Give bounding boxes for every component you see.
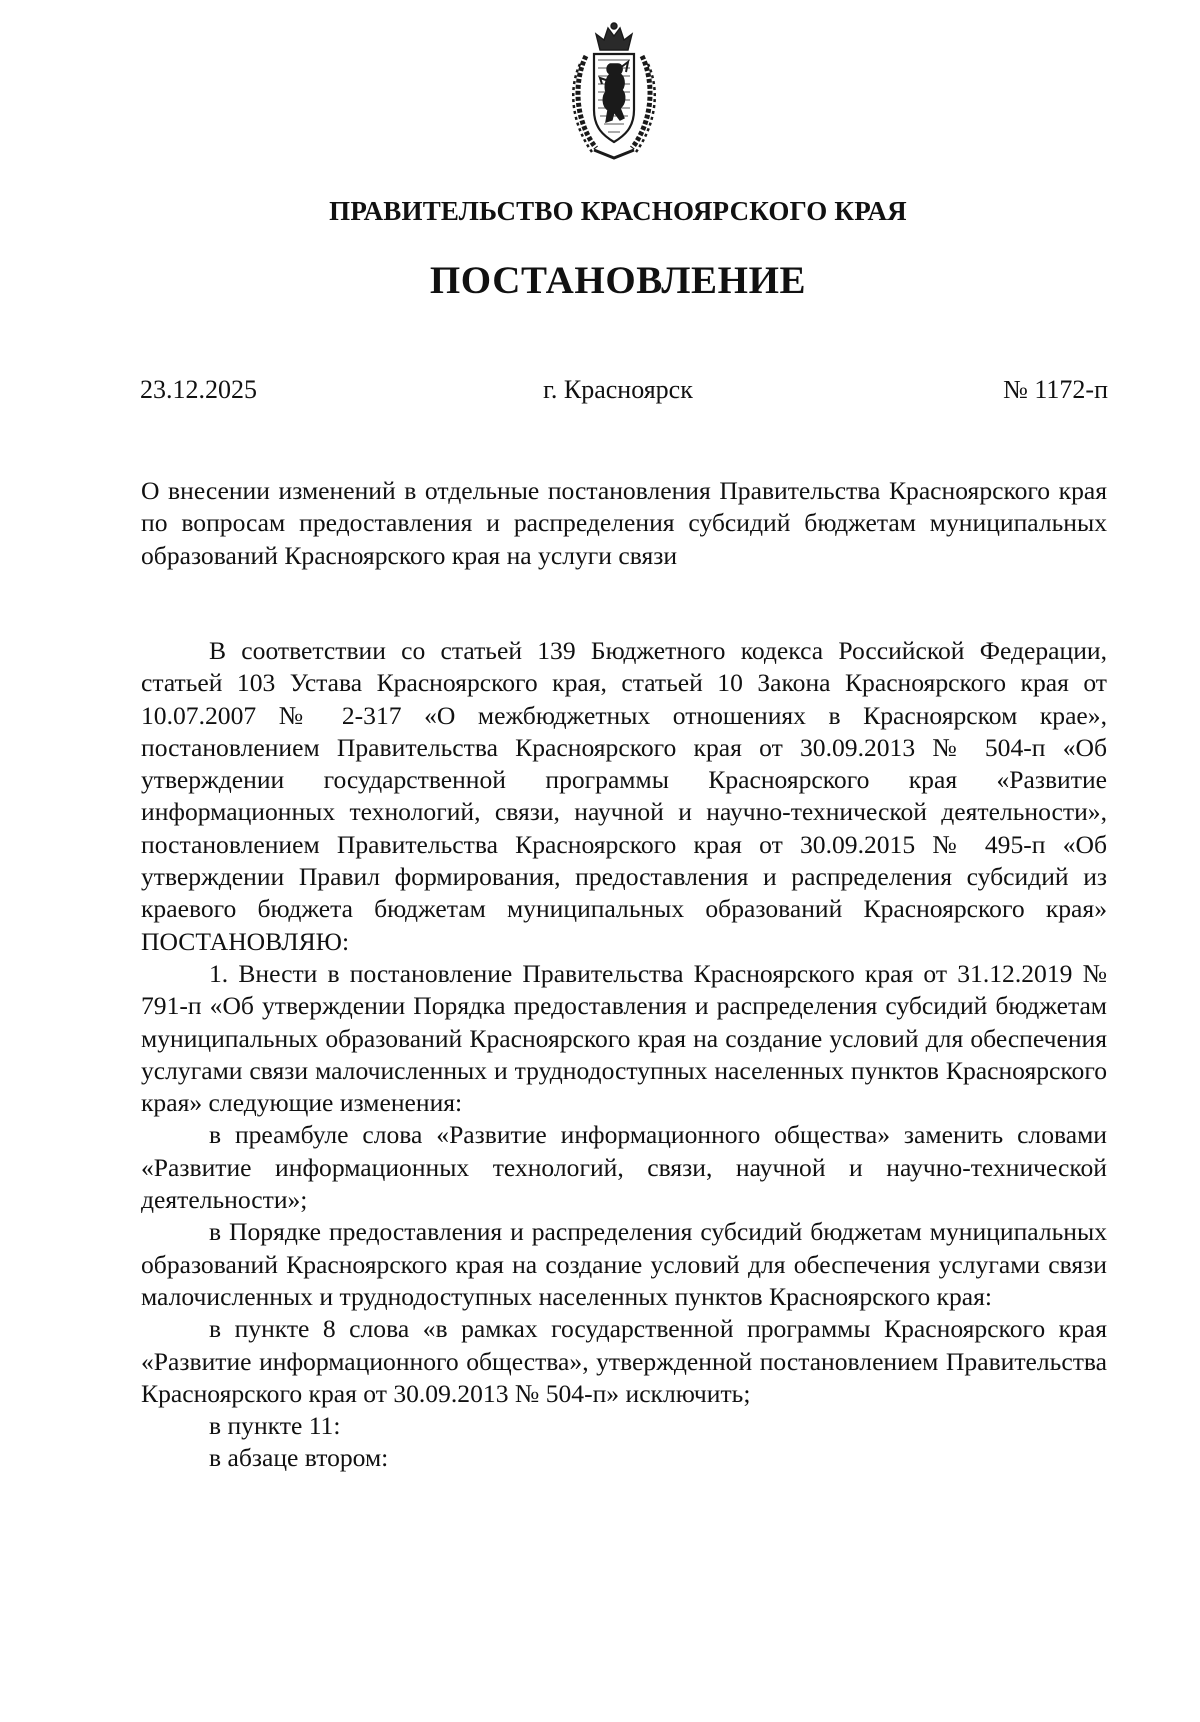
item-1-paragraph: 1. Внести в постановление Правительства Красноярского края от 31.12.2019 № 791-п «Об утверждении Порядка предоставления и распределения субсидий бюджетам муниципальных образований Красноярского края на создание условий для обеспечения услугами связи малочисленных и труднодоступных населенных пунктов Красноярского края» следующие изменения: [141, 958, 1107, 1118]
document-date: 23.12.2025 [140, 375, 257, 404]
change-paragraph-2: в абзаце втором: [209, 1443, 389, 1473]
document-number: № 1172-п [1003, 375, 1108, 404]
document-subject: О внесении изменений в отдельные постановления Правительства Красноярского края по вопросам предоставления и распределения субсидий бюджетам муниципальных образований Красноярского края на услуги связи [141, 476, 1107, 570]
preamble-paragraph: В соответствии со статьей 139 Бюджетного кодекса Российской Федерации, статьей 103 Устава Красноярского края, статьей 10 Закона Красноярского края от 10.07.2007 № 2-317 «О межбюджетных отношениях в Красноярском крае», постановлением Правительства Красноярского края от 30.09.2013 № 504-п «Об утверждении государственной программы Красноярского края «Развитие информационных технологий, связи, научной и научно-технической деятельности», постановлением Правительства Красноярского края от 30.09.2015 № 495-п «Об утверждении Правил формирования, предоставления и распределения субсидий из краевого бюджета бюджетам муниципальных образований Красноярского края» [141, 636, 1107, 924]
document-body [141, 635, 1107, 1475]
change-order-paragraph: в Порядке предоставления и распределения субсидий бюджетам муниципальных образований Красноярского края на создание условий для обеспечения услугами связи малочисленных и труднодоступных населенных пунктов Красноярского края: [141, 1217, 1107, 1311]
change-point-11-paragraph: в пункте 11: [209, 1411, 341, 1441]
change-point-8-paragraph: в пункте 8 слова «в рамках государственной программы Красноярского края «Развитие информационного общества», утвержденной постановлением Правительства Красноярского края от 30.09.2013 № 504-п» исключить; [141, 1314, 1107, 1408]
document-type-title: ПОСТАНОВЛЕНИЕ [429, 259, 807, 302]
change-preamble-paragraph: в преамбуле слова «Развитие информационного общества» заменить словами «Развитие информационных технологий, связи, научной и научно-технической деятельности»; [141, 1120, 1107, 1215]
organization-title: ПРАВИТЕЛЬСТВО КРАСНОЯРСКОГО КРАЯ [329, 196, 907, 226]
coat-of-arms-icon [566, 20, 662, 162]
document-city: г. Красноярск [543, 375, 693, 404]
resolve-heading: ПОСТАНОВЛЯЮ: [141, 926, 350, 956]
